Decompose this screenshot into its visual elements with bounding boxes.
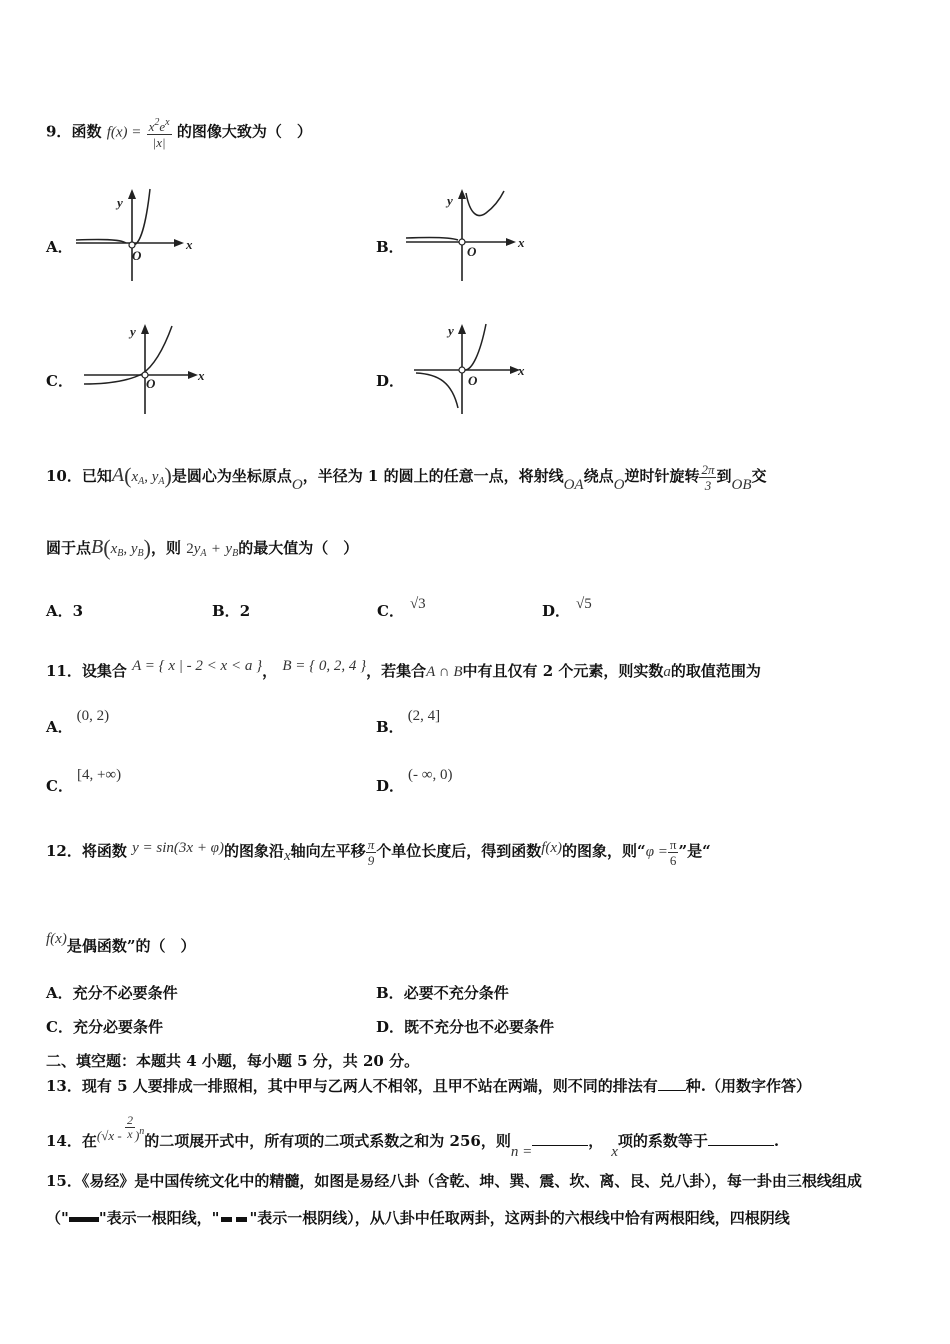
q11-comma: ，: [262, 662, 278, 680]
q12-option-b-value: 必要不充分条件: [403, 984, 509, 1002]
q9-c-origin: O: [146, 376, 156, 391]
q9-option-a-label: A．: [46, 238, 73, 256]
q12-func: y = sin(3x + φ): [132, 840, 224, 856]
q9-b-y-label: y: [447, 193, 453, 208]
yang-line-icon: [69, 1217, 99, 1222]
q15-line2-text1: （": [46, 1209, 69, 1227]
q10-option-c-label: C．: [377, 602, 404, 620]
q11-set-a: A = { x | - 2 < x < a }: [132, 658, 263, 674]
q10-text2: 是圆心为坐标原点: [171, 467, 292, 485]
q9-fraction: [147, 115, 172, 150]
section-2-heading: 二、填空题：本题共 4 小题，每小题 5 分，共 20 分。: [46, 1052, 420, 1070]
q9-option-c-label: C．: [46, 372, 73, 390]
q10-expr-yb: y: [225, 541, 233, 557]
q12-option-d-value: 既不充分也不必要条件: [404, 1018, 555, 1036]
q10-option-d[interactable]: [542, 594, 592, 621]
q9-graph-b: [400, 185, 530, 285]
q10-number: 10．: [46, 467, 82, 485]
q9-numer-sup1: 2: [154, 117, 160, 128]
q12-line2-fx: f(x): [46, 931, 67, 947]
q12-line2: [46, 924, 195, 961]
q14-n-eq: n =: [510, 1144, 533, 1160]
yin-line-icon-left: [221, 1217, 232, 1222]
yin-line-icon-right: [236, 1217, 247, 1222]
q14-text4: 项的系数等于: [617, 1132, 708, 1150]
q14-var-x: x: [611, 1144, 618, 1160]
q9-prefix: 函数: [71, 122, 102, 141]
q10-expr-ya-sub: A: [200, 548, 207, 559]
q11-text2: ，若集合: [366, 662, 427, 680]
q9-numer-base: x: [148, 119, 155, 134]
q11-option-a[interactable]: [46, 706, 109, 737]
q14-text5: .: [773, 1132, 780, 1150]
q9-graph-d: [410, 318, 540, 418]
q13: [46, 1075, 811, 1096]
q10-option-d-label: D．: [542, 602, 571, 620]
q13-answer-blank[interactable]: [658, 1090, 686, 1091]
q9-numer-sup2: x: [165, 117, 170, 128]
q10-expr-ya: y: [193, 541, 201, 557]
q10-text5: 逆时针旋转: [624, 467, 700, 485]
q12-line2-text: 是偶函数”的（ ）: [66, 937, 196, 955]
q10-origin: O: [291, 477, 303, 493]
q10-option-a[interactable]: [46, 600, 83, 621]
q12-option-d-label: D．: [376, 1018, 405, 1036]
q10-line2-text1: 圆于点: [46, 539, 92, 557]
q10-option-d-value: √5: [576, 596, 592, 612]
q10-option-a-label: A．: [46, 602, 73, 620]
q11-var-a: a: [663, 664, 671, 680]
q12-option-a-value: 充分不必要条件: [72, 984, 178, 1002]
q14-text3: ，: [588, 1132, 604, 1150]
q12-text5: 的图象，则“: [562, 842, 646, 860]
q10-option-a-value: 3: [72, 602, 84, 620]
q10-ya-sub: A: [158, 476, 165, 487]
q9-a-x-label: x: [186, 237, 193, 252]
q10-xb: x: [110, 541, 118, 557]
q14-frac-den: x: [127, 1127, 133, 1141]
q14-expr: (√x -: [96, 1128, 125, 1143]
q10-option-b-label: B．: [212, 602, 240, 620]
q15-line1: 15．《易经》是中国传统文化中的精髓，如图是易经八卦（含乾、坤、巽、震、坎、离、艮、兑八卦），每一卦由三根线组成: [46, 1172, 862, 1190]
q14-exponent: n: [139, 1126, 145, 1137]
q12-option-c-label: C．: [46, 1018, 73, 1036]
q12-phi-fraction: [668, 837, 679, 868]
q12-option-c[interactable]: [46, 1016, 163, 1037]
q11-option-a-value: (0, 2): [76, 708, 110, 724]
q9-numer-e: e: [159, 119, 166, 134]
q9-a-origin: O: [132, 248, 142, 263]
q14: [46, 1112, 779, 1172]
q9-c-x-label: x: [198, 368, 205, 383]
q12-fx: f(x): [541, 840, 563, 856]
q12-option-a-label: A．: [46, 984, 73, 1002]
q12-option-b-label: B．: [376, 984, 404, 1002]
q10-line2-text3: 的最大值为（ ）: [238, 539, 359, 557]
q11-text4: 的取值范围为: [670, 662, 761, 680]
q9-c-y-label: y: [130, 324, 136, 339]
q12-text1: 将函数: [81, 842, 127, 860]
q11-option-a-label: A．: [46, 718, 73, 736]
q9-func-name: f(x) =: [106, 124, 142, 141]
q9-denom: |x|: [152, 135, 166, 150]
q10-text6: 到: [716, 467, 732, 485]
q14-fraction: [125, 1114, 135, 1141]
q12-phi-num: π: [669, 836, 677, 852]
q11-stem: [46, 652, 761, 686]
q11-option-d-value: (- ∞, 0): [408, 767, 453, 783]
q10-option-b-value: 2: [239, 602, 251, 620]
q11-number: 11．: [46, 662, 82, 680]
q11-set-b: B = { 0, 2, 4 }: [282, 658, 367, 674]
q14-n-blank[interactable]: [532, 1145, 588, 1146]
q10-text3: ，半径为 1 的圆上的任意一点，将射线: [302, 467, 564, 485]
q12-shift-den: 9: [367, 852, 375, 868]
q11-option-c-value: [4, +∞): [76, 767, 122, 783]
q15-line2-text2: "表示一根阳线，": [98, 1209, 220, 1227]
q9-d-y-label: y: [448, 323, 454, 338]
q11-intersection: A ∩ B: [426, 664, 463, 680]
q10-ray-oa: OA: [563, 477, 584, 493]
q10-line2: 圆于点$B(x_B$, $y_B$)，则 $2y_A + y_B$的最大值为（ ）: [46, 535, 359, 560]
q13-text: 13．现有 5 人要排成一排照相，其中甲与乙两人不相邻，且甲不站在两端，则不同的排法有: [46, 1077, 658, 1095]
q12-number: 12．: [46, 842, 82, 860]
q10-option-c[interactable]: [377, 594, 426, 621]
q10-xb-sub: B: [117, 548, 124, 559]
q10-point-b: B: [91, 536, 104, 558]
q9-option-d-label: D．: [376, 372, 405, 390]
q10-line1: 10．已知$A(x_A$, $y_A$)是圆心为坐标原点O，半径为 1 的圆上的任意一点，将射线OA绕点O逆时针旋转 $\frac{2\pi}{3}$ 到OB交: [46, 461, 767, 493]
q10-text4: 绕点: [583, 467, 614, 485]
q10-ray-ob: OB: [731, 477, 752, 493]
q9-graph-a: [70, 185, 200, 285]
q13-suffix: 种.（用数字作答）: [685, 1077, 811, 1095]
q12-var-x: x: [284, 848, 291, 864]
q14-expr-close: ): [134, 1128, 140, 1143]
q10-line2-text2: ，则: [150, 539, 181, 557]
q15-line2: [46, 1207, 790, 1228]
q9-stem: [46, 115, 312, 150]
q11-option-c[interactable]: [46, 765, 121, 796]
q12-text3: 轴向左平移: [290, 842, 366, 860]
q9-number: 9．: [46, 122, 72, 141]
q11-text3: 中有且仅有 2 个元素，则实数: [462, 662, 664, 680]
q12-option-a[interactable]: [46, 982, 178, 1003]
q10-xa: x: [131, 469, 139, 485]
q11-option-b[interactable]: [376, 706, 440, 737]
q10-option-b[interactable]: [212, 600, 250, 621]
q10-expr-coef: 2: [186, 541, 194, 557]
q10-angle: [699, 462, 716, 493]
q12-phi-den: 6: [669, 852, 677, 868]
q14-text1: 14．在: [46, 1132, 97, 1150]
q10-option-c-value: √3: [409, 596, 426, 612]
q11-text1: 设集合: [81, 662, 127, 680]
q11-option-d-label: D．: [376, 777, 405, 795]
q12-option-b[interactable]: [376, 982, 509, 1003]
q11-option-b-value: (2, 4]: [407, 708, 441, 724]
q14-coef-blank[interactable]: [708, 1145, 774, 1146]
q9-d-origin: O: [468, 373, 478, 388]
q9-option-b-label: B．: [376, 238, 404, 256]
q10-angle-num: 2π: [701, 461, 715, 477]
q9-b-origin: O: [467, 244, 477, 259]
q11-option-b-label: B．: [376, 718, 404, 736]
q10-yb: y: [130, 541, 138, 557]
q12-line1: [46, 828, 711, 876]
q12-text4: 个单位长度后，得到函数: [376, 842, 542, 860]
q14-frac-num: 2: [126, 1113, 133, 1127]
q10-text1: 已知: [81, 467, 112, 485]
q10-expr-yb-sub: B: [232, 548, 239, 559]
q9-b-x-label: x: [518, 235, 525, 250]
q10-yb-sub: B: [137, 548, 144, 559]
q12-option-d[interactable]: [376, 1016, 554, 1037]
q10-xa-sub: A: [138, 476, 145, 487]
q15-line2-text3: "表示一根阴线），从八卦中任取两卦，这两卦的六根线中恰有两根阳线，四根阴线: [249, 1209, 790, 1227]
q9-suffix: 的图像大致为（ ）: [176, 122, 312, 141]
q12-text2: 的图象沿: [223, 842, 284, 860]
q9-graph-c: [80, 318, 210, 418]
q14-text2: 的二项展开式中，所有项的二项式系数之和为 256，则: [144, 1132, 511, 1150]
q12-text6: ”是“: [678, 842, 711, 860]
q10-angle-den: 3: [704, 477, 712, 493]
q11-option-d[interactable]: [376, 765, 452, 796]
q9-a-y-label: y: [117, 195, 123, 210]
q10-expr-plus: +: [211, 541, 221, 557]
q11-option-c-label: C．: [46, 777, 73, 795]
q9-d-x-label: x: [518, 363, 525, 378]
q10-ya: y: [151, 469, 159, 485]
q12-phi: φ =: [645, 844, 668, 860]
q12-shift-num: π: [367, 836, 375, 852]
q12-shift-fraction: [366, 837, 377, 868]
q10-text7: 交: [751, 467, 767, 485]
q10-origin-2: O: [613, 477, 625, 493]
q10-point-a: A: [111, 464, 125, 486]
q12-option-c-value: 充分必要条件: [72, 1018, 163, 1036]
